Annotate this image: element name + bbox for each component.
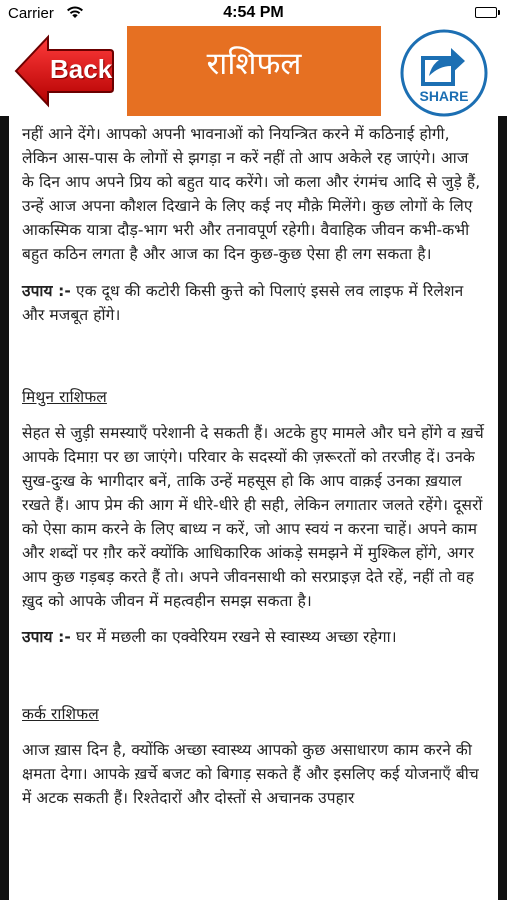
section-heading: कर्क राशिफल bbox=[22, 705, 99, 723]
battery-icon bbox=[475, 7, 497, 18]
title-bar bbox=[127, 26, 381, 116]
remedy-label: उपाय :- bbox=[22, 628, 71, 646]
back-label: Back bbox=[50, 54, 113, 84]
remedy bbox=[22, 625, 484, 649]
status-bar bbox=[0, 0, 507, 26]
remedy-label: उपाय :- bbox=[22, 282, 71, 300]
paragraph: नहीं आने देंगे। आपको अपनी भावनाओं को नियन्त्रित करने में कठिनाई होगी, लेकिन आस-पास के लोगों से झगड़ा न करें नहीं तो आप अकेले रह जाएंगे। आज के दिन आप अपने प्रिय को बहुत याद करेंगे। जो कला और रंगमंच आदि से जुड़े हैं, उन्हें आज अपना कौशल दिखाने के लिए कई नए मौक़े मिलेंगे। कुछ लोगों के लिए आकस्मिक यात्रा दौड़-भाग भरी और तनावपूर्ण रहेगी। वैवाहिक जीवन कभी-कभी बहुत कठिन लगता है और आज का दिन कुछ-कुछ ऐसा ही लग सकता है। bbox=[22, 125, 481, 263]
clock: 4:54 PM bbox=[223, 4, 284, 21]
share-label: SHARE bbox=[419, 88, 469, 104]
carrier-label: Carrier bbox=[8, 5, 54, 22]
remedy-text: एक दूध की कटोरी किसी कुत्ते को पिलाएं इससे लव लाइफ में रिलेशन और मजबूत होंगे। bbox=[22, 282, 464, 324]
app-header bbox=[0, 26, 507, 116]
horoscope-content[interactable] bbox=[0, 116, 507, 900]
remedy-text: घर में मछली का एक्वेरियम रखने से स्वास्थ्य अच्छा रहेगा। bbox=[70, 628, 397, 646]
remedy bbox=[22, 279, 484, 327]
horoscope-text bbox=[22, 122, 484, 810]
paragraph: आज ख़ास दिन है, क्योंकि अच्छा स्वास्थ्य आपको कुछ असाधारण काम करने की क्षमता देगा। आपके ख़र्चे बजट को बिगाड़ सकते हैं और इसलिए कई योजनाएँ बीच में अटक सकती हैं। रिश्तेदारों और दोस्तों से अचानक उपहार bbox=[22, 741, 479, 807]
section-heading: मिथुन राशिफल bbox=[22, 388, 107, 406]
share-icon bbox=[399, 28, 489, 118]
page-title: राशिफल bbox=[206, 46, 302, 82]
paragraph: सेहत से जुड़ी समस्याएँ परेशानी दे सकती हैं। अटके हुए मामले और घने होंगे व ख़र्चे आपके दिमाग़ पर छा जाएंगे। परिवार के सदस्यों की ज़रूरतों को तरजीह दें। उनके सुख-दुःख के भागीदार बनें, ताकि उन्हें महसूस हो कि आप वाक़ई उनका ख़याल रखते हैं। आप प्रेम की आग में धीरे-धीरे ही सही, लेकिन लगातार जलते रहेंगे। दूसरों को ऐसा काम करने के लिए बाध्य न करें, जो आप स्वयं न करना चाहें। अपने काम और शब्दों पर ग़ौर करें क्योंकि आधिकारिक आंकड़े समझने में मुश्किल होंगे, अगर आप कुछ गड़बड़ करते हैं तो। अपने जीवनसाथी को सरप्राइज़ देते रहें, नहीं तो वह ख़ुद को आपके जीवन में महत्वहीन समझ सकता है। bbox=[22, 424, 484, 610]
left-border bbox=[0, 116, 9, 900]
back-button[interactable] bbox=[14, 34, 114, 108]
share-button[interactable] bbox=[399, 28, 489, 118]
right-border bbox=[498, 116, 507, 900]
